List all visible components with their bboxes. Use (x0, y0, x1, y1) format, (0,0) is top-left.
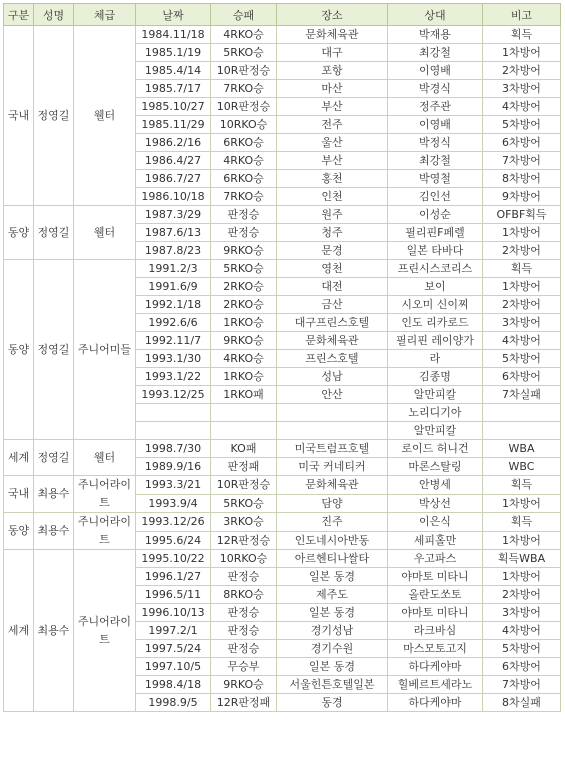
opponent-cell: 라 (388, 350, 483, 368)
note-cell: 1차방어 (483, 531, 561, 550)
table-row (4, 440, 561, 458)
category-cell: 동양 (4, 206, 34, 260)
opponent-cell: 필리핀 레이양가 (388, 332, 483, 350)
weight-class-cell: 주니어미들 (74, 260, 136, 440)
opponent-cell: 안병세 (388, 476, 483, 495)
result-cell: 1RKO패 (211, 386, 277, 404)
date-cell: 1996.5/11 (136, 586, 211, 604)
name-cell: 정영길 (34, 26, 74, 206)
note-cell: 4차방어 (483, 622, 561, 640)
date-cell: 1993.9/4 (136, 494, 211, 513)
category-cell: 동양 (4, 260, 34, 440)
table-row (4, 260, 561, 278)
result-cell: 판정패 (211, 458, 277, 476)
note-cell: OFBF획득 (483, 206, 561, 224)
date-cell: 1998.7/30 (136, 440, 211, 458)
result-cell: 10R판정승 (211, 62, 277, 80)
header-opponent: 상대 (388, 4, 483, 26)
venue-cell: 담양 (277, 494, 388, 513)
venue-cell: 포항 (277, 62, 388, 80)
result-cell: 6RKO승 (211, 170, 277, 188)
date-cell: 1986.2/16 (136, 134, 211, 152)
venue-cell: 경기성남 (277, 622, 388, 640)
opponent-cell: 김인선 (388, 188, 483, 206)
result-cell: 10RKO승 (211, 550, 277, 568)
venue-cell: 프린스호텔 (277, 350, 388, 368)
result-cell: 판정승 (211, 640, 277, 658)
date-cell: 1985.1/19 (136, 44, 211, 62)
result-cell: 판정승 (211, 568, 277, 586)
note-cell: 3차방어 (483, 80, 561, 98)
result-cell: 판정승 (211, 206, 277, 224)
note-cell: 1차방어 (483, 568, 561, 586)
venue-cell: 문경 (277, 242, 388, 260)
opponent-cell: 시오미 신이찌 (388, 296, 483, 314)
venue-cell: 마산 (277, 80, 388, 98)
venue-cell: 성남 (277, 368, 388, 386)
note-cell: 4차방어 (483, 98, 561, 116)
note-cell: 6차방어 (483, 134, 561, 152)
name-cell: 최용수 (34, 550, 74, 712)
date-cell: 1991.2/3 (136, 260, 211, 278)
date-cell: 1987.8/23 (136, 242, 211, 260)
opponent-cell: 최강철 (388, 44, 483, 62)
result-cell: KO패 (211, 440, 277, 458)
opponent-cell: 이영배 (388, 62, 483, 80)
weight-class-cell: 웰터 (74, 26, 136, 206)
result-cell: 12R판정승 (211, 531, 277, 550)
opponent-cell: 하다케야마 (388, 694, 483, 712)
weight-class-cell: 웰터 (74, 206, 136, 260)
result-cell: 9RKO승 (211, 332, 277, 350)
date-cell: 1992.1/18 (136, 296, 211, 314)
result-cell: 4RKO승 (211, 26, 277, 44)
note-cell: 2차방어 (483, 586, 561, 604)
date-cell: 1986.4/27 (136, 152, 211, 170)
venue-cell: 문화체육관 (277, 476, 388, 495)
opponent-cell: 필리핀F페렐 (388, 224, 483, 242)
weight-class-cell: 주니어라이트 (74, 476, 136, 513)
date-cell: 1996.1/27 (136, 568, 211, 586)
header-name: 성명 (34, 4, 74, 26)
note-cell: 4차방어 (483, 332, 561, 350)
header-category: 구분 (4, 4, 34, 26)
date-cell: 1998.9/5 (136, 694, 211, 712)
result-cell: 4RKO승 (211, 152, 277, 170)
venue-cell: 미국 커네티커 (277, 458, 388, 476)
venue-cell: 부산 (277, 98, 388, 116)
header-venue: 장소 (277, 4, 388, 26)
date-cell: 1986.7/27 (136, 170, 211, 188)
category-cell: 동양 (4, 513, 34, 550)
note-cell: 2차방어 (483, 242, 561, 260)
note-cell: 획득 (483, 260, 561, 278)
date-cell: 1984.11/18 (136, 26, 211, 44)
date-cell: 1993.12/25 (136, 386, 211, 404)
note-cell: 획득 (483, 26, 561, 44)
opponent-cell: 힐베르트세라노 (388, 676, 483, 694)
venue-cell: 문화체육관 (277, 332, 388, 350)
opponent-cell: 우고파스 (388, 550, 483, 568)
venue-cell: 인도네시아반동 (277, 531, 388, 550)
header-result: 승패 (211, 4, 277, 26)
date-cell: 1985.7/17 (136, 80, 211, 98)
result-cell: 3RKO승 (211, 513, 277, 532)
header-date: 날짜 (136, 4, 211, 26)
date-cell: 1986.10/18 (136, 188, 211, 206)
date-cell: 1993.3/21 (136, 476, 211, 495)
note-cell: 7차실패 (483, 386, 561, 404)
category-cell: 세계 (4, 550, 34, 712)
category-cell: 세계 (4, 440, 34, 476)
result-cell: 2RKO승 (211, 278, 277, 296)
date-cell: 1997.2/1 (136, 622, 211, 640)
name-cell: 정영길 (34, 206, 74, 260)
result-cell: 1RKO승 (211, 314, 277, 332)
result-cell: 6RKO승 (211, 134, 277, 152)
date-cell: 1995.6/24 (136, 531, 211, 550)
result-cell: 12R판정패 (211, 694, 277, 712)
opponent-cell: 박영철 (388, 170, 483, 188)
date-cell: 1985.11/29 (136, 116, 211, 134)
venue-cell: 부산 (277, 152, 388, 170)
note-cell (483, 404, 561, 422)
opponent-cell: 마론스탈링 (388, 458, 483, 476)
title-records-table (3, 3, 561, 712)
weight-class-cell: 주니어라이트 (74, 550, 136, 712)
weight-class-cell: 주니어라이트 (74, 513, 136, 550)
note-cell: 5차방어 (483, 116, 561, 134)
note-cell: 1차방어 (483, 224, 561, 242)
opponent-cell: 프린시스코리스 (388, 260, 483, 278)
opponent-cell: 박정식 (388, 134, 483, 152)
date-cell (136, 422, 211, 440)
note-cell: 3차방어 (483, 604, 561, 622)
result-cell: 판정승 (211, 622, 277, 640)
venue-cell: 경기수원 (277, 640, 388, 658)
opponent-cell: 최강철 (388, 152, 483, 170)
opponent-cell: 야마토 미타니 (388, 568, 483, 586)
note-cell: 2차방어 (483, 62, 561, 80)
header-weight-class: 체급 (74, 4, 136, 26)
opponent-cell: 알만피칼 (388, 386, 483, 404)
note-cell: 5차방어 (483, 350, 561, 368)
opponent-cell: 올란도쏘토 (388, 586, 483, 604)
venue-cell: 일본 동경 (277, 658, 388, 676)
result-cell: 1RKO승 (211, 368, 277, 386)
date-cell: 1993.1/22 (136, 368, 211, 386)
date-cell: 1985.4/14 (136, 62, 211, 80)
venue-cell: 안산 (277, 386, 388, 404)
note-cell: 7차방어 (483, 676, 561, 694)
date-cell: 1985.10/27 (136, 98, 211, 116)
note-cell: 8차방어 (483, 170, 561, 188)
venue-cell: 대구프린스호텔 (277, 314, 388, 332)
venue-cell: 영천 (277, 260, 388, 278)
result-cell: 8RKO승 (211, 586, 277, 604)
venue-cell: 대전 (277, 278, 388, 296)
opponent-cell: 마스모토고지 (388, 640, 483, 658)
opponent-cell: 노리디기아 (388, 404, 483, 422)
opponent-cell: 김종명 (388, 368, 483, 386)
date-cell: 1993.12/26 (136, 513, 211, 532)
note-cell: 6차방어 (483, 658, 561, 676)
venue-cell: 대구 (277, 44, 388, 62)
date-cell: 1987.6/13 (136, 224, 211, 242)
result-cell: 판정승 (211, 604, 277, 622)
note-cell: 1차방어 (483, 44, 561, 62)
opponent-cell: 라크바심 (388, 622, 483, 640)
venue-cell: 일본 동경 (277, 604, 388, 622)
venue-cell: 홍천 (277, 170, 388, 188)
venue-cell: 원주 (277, 206, 388, 224)
table-row (4, 513, 561, 532)
result-cell: 10R판정승 (211, 476, 277, 495)
venue-cell: 진주 (277, 513, 388, 532)
date-cell: 1997.5/24 (136, 640, 211, 658)
opponent-cell: 인도 리카로드 (388, 314, 483, 332)
date-cell: 1991.6/9 (136, 278, 211, 296)
opponent-cell: 이영배 (388, 116, 483, 134)
date-cell: 1996.10/13 (136, 604, 211, 622)
opponent-cell: 박재용 (388, 26, 483, 44)
venue-cell: 금산 (277, 296, 388, 314)
weight-class-cell: 웰터 (74, 440, 136, 476)
opponent-cell: 로이드 허니건 (388, 440, 483, 458)
note-cell (483, 422, 561, 440)
result-cell: 10R판정승 (211, 98, 277, 116)
venue-cell: 문화체육관 (277, 26, 388, 44)
note-cell: 1차방어 (483, 278, 561, 296)
opponent-cell: 정주관 (388, 98, 483, 116)
category-cell: 국내 (4, 26, 34, 206)
note-cell: 5차방어 (483, 640, 561, 658)
note-cell: 7차방어 (483, 152, 561, 170)
note-cell: WBC (483, 458, 561, 476)
note-cell: 9차방어 (483, 188, 561, 206)
table-row (4, 206, 561, 224)
header-note: 비고 (483, 4, 561, 26)
result-cell: 7RKO승 (211, 188, 277, 206)
name-cell: 정영길 (34, 260, 74, 440)
result-cell: 5RKO승 (211, 494, 277, 513)
venue-cell: 동경 (277, 694, 388, 712)
note-cell: 8차실패 (483, 694, 561, 712)
date-cell: 1989.9/16 (136, 458, 211, 476)
date-cell (136, 404, 211, 422)
table-row (4, 550, 561, 568)
note-cell: 획득 (483, 476, 561, 495)
header-row (4, 4, 561, 26)
venue-cell: 일본 동경 (277, 568, 388, 586)
result-cell (211, 422, 277, 440)
date-cell: 1997.10/5 (136, 658, 211, 676)
venue-cell: 아르헨티나쌀타 (277, 550, 388, 568)
opponent-cell: 야마토 미타니 (388, 604, 483, 622)
venue-cell: 청주 (277, 224, 388, 242)
note-cell: WBA (483, 440, 561, 458)
opponent-cell: 박경식 (388, 80, 483, 98)
result-cell (211, 404, 277, 422)
venue-cell: 울산 (277, 134, 388, 152)
date-cell: 1992.11/7 (136, 332, 211, 350)
result-cell: 9RKO승 (211, 242, 277, 260)
note-cell: 2차방어 (483, 296, 561, 314)
date-cell: 1987.3/29 (136, 206, 211, 224)
note-cell: 획득WBA (483, 550, 561, 568)
result-cell: 9RKO승 (211, 676, 277, 694)
category-cell: 국내 (4, 476, 34, 513)
name-cell: 최용수 (34, 476, 74, 513)
venue-cell: 서울힌튼호텔일본 (277, 676, 388, 694)
result-cell: 5RKO승 (211, 44, 277, 62)
venue-cell (277, 404, 388, 422)
venue-cell (277, 422, 388, 440)
note-cell: 1차방어 (483, 494, 561, 513)
table-row (4, 476, 561, 495)
table-row (4, 26, 561, 44)
venue-cell: 전주 (277, 116, 388, 134)
opponent-cell: 일본 타바다 (388, 242, 483, 260)
result-cell: 10RKO승 (211, 116, 277, 134)
venue-cell: 미국트럼프호텔 (277, 440, 388, 458)
result-cell: 무승부 (211, 658, 277, 676)
note-cell: 6차방어 (483, 368, 561, 386)
opponent-cell: 하다케야마 (388, 658, 483, 676)
opponent-cell: 박상선 (388, 494, 483, 513)
opponent-cell: 이은식 (388, 513, 483, 532)
opponent-cell: 이성순 (388, 206, 483, 224)
date-cell: 1992.6/6 (136, 314, 211, 332)
note-cell: 3차방어 (483, 314, 561, 332)
result-cell: 2RKO승 (211, 296, 277, 314)
result-cell: 판정승 (211, 224, 277, 242)
note-cell: 획득 (483, 513, 561, 532)
opponent-cell: 보이 (388, 278, 483, 296)
date-cell: 1998.4/18 (136, 676, 211, 694)
name-cell: 정영길 (34, 440, 74, 476)
opponent-cell: 알만피칼 (388, 422, 483, 440)
date-cell: 1995.10/22 (136, 550, 211, 568)
venue-cell: 제주도 (277, 586, 388, 604)
result-cell: 4RKO승 (211, 350, 277, 368)
result-cell: 7RKO승 (211, 80, 277, 98)
venue-cell: 인천 (277, 188, 388, 206)
result-cell: 5RKO승 (211, 260, 277, 278)
name-cell: 최용수 (34, 513, 74, 550)
opponent-cell: 세피홀만 (388, 531, 483, 550)
date-cell: 1993.1/30 (136, 350, 211, 368)
